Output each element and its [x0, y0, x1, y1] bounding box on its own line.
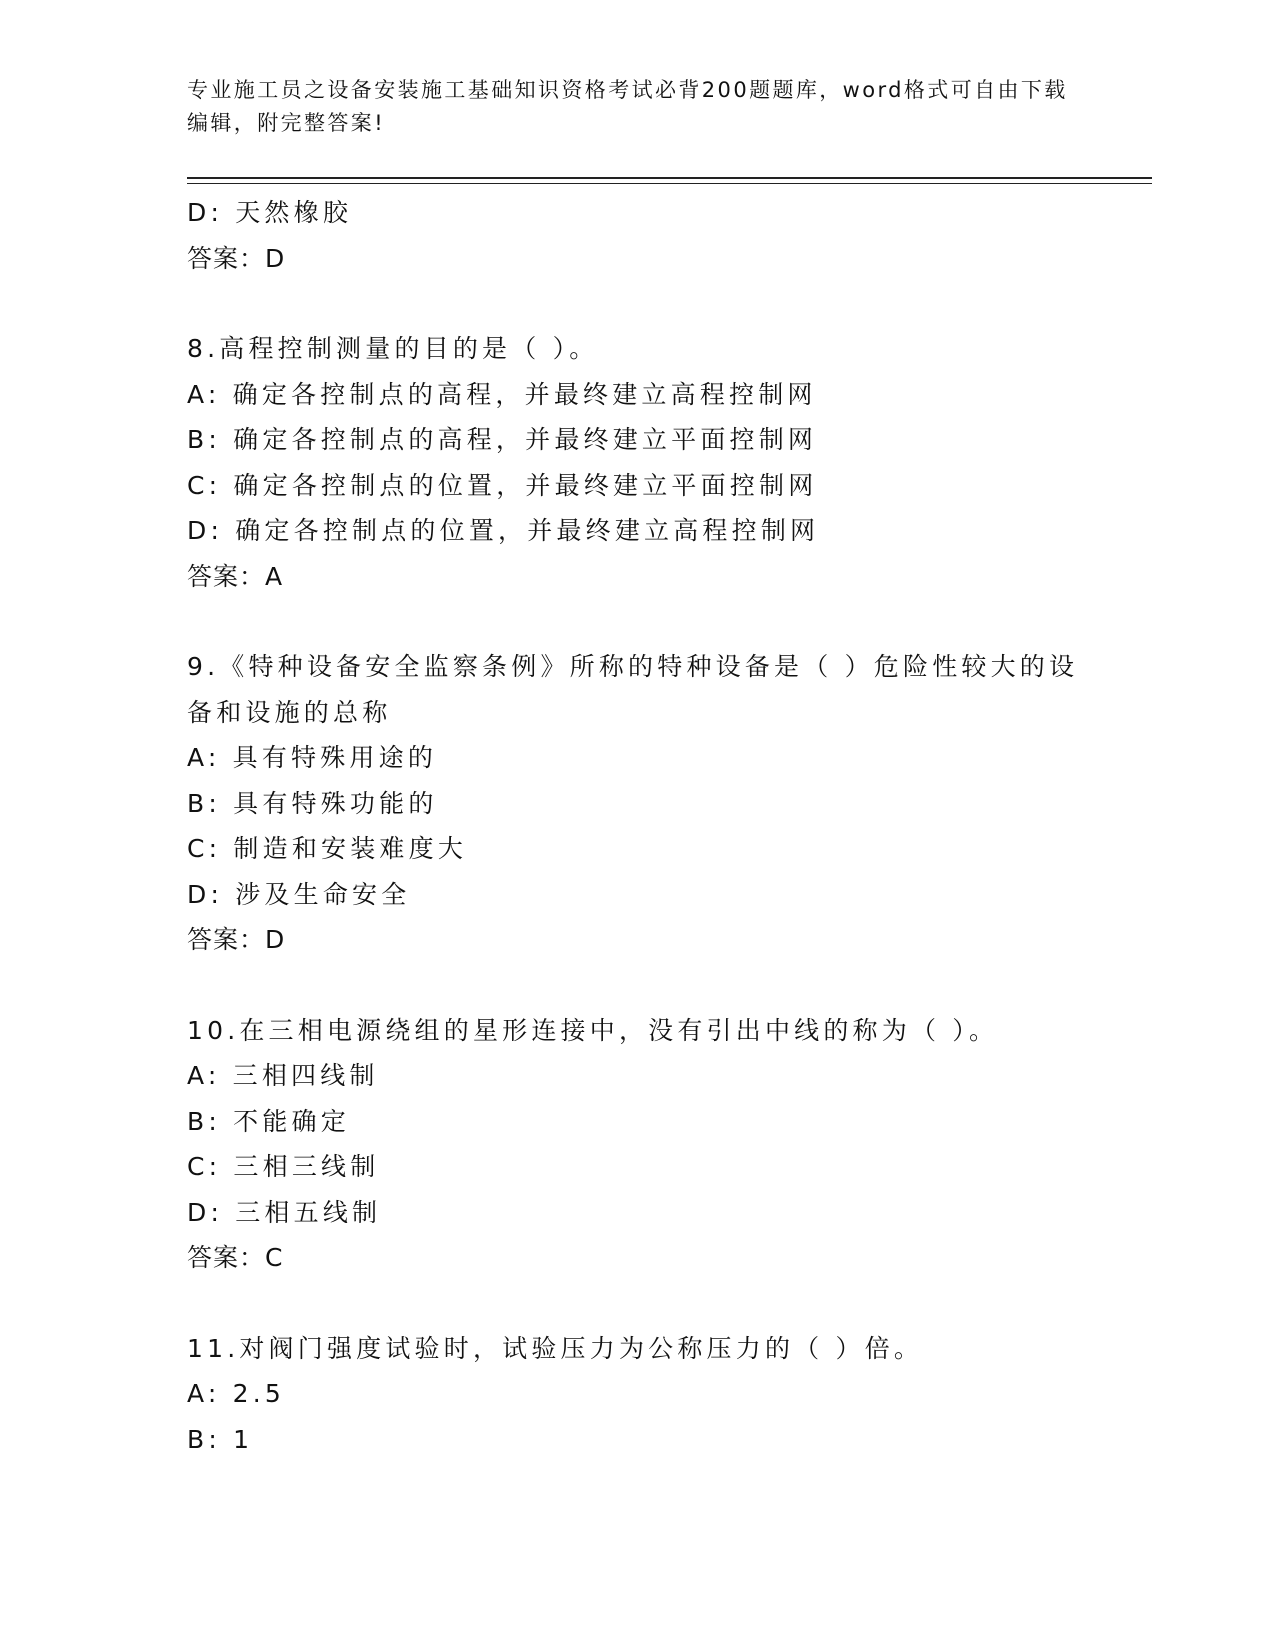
question-list [187, 190, 1087, 1462]
option-line: A: 具有特殊用途的 [187, 743, 438, 772]
question-stem: 10.在三相电源绕组的星形连接中，没有引出中线的称为（ ）。 [187, 1015, 999, 1045]
option-line: A: 三相四线制 [187, 1061, 379, 1090]
header-divider-thick [187, 177, 1152, 179]
option-line: B: 不能确定 [187, 1106, 350, 1136]
option-line: D: 确定各控制点的位置，并最终建立高程控制网 [187, 516, 820, 545]
question-stem: 8.高程控制测量的目的是（ ）。 [187, 334, 599, 363]
question-stem: 11.对阀门强度试验时，试验压力为公称压力的（ ）倍。 [187, 1333, 924, 1363]
option-line: D: 天然橡胶 [187, 198, 353, 227]
option-line: B: 确定各控制点的高程，并最终建立平面控制网 [187, 425, 818, 454]
spacer [187, 281, 1087, 326]
option-line: D: 三相五线制 [187, 1197, 382, 1227]
option-line: A: 2.5 [187, 1379, 285, 1408]
option-line: C: 确定各控制点的位置，并最终建立平面控制网 [187, 470, 818, 500]
spacer [187, 963, 1087, 1008]
answer-line: 答案：D [187, 925, 286, 954]
option-line: C: 制造和安装难度大 [187, 834, 468, 863]
spacer [187, 1281, 1087, 1326]
option-line: C: 三相三线制 [187, 1152, 380, 1181]
spacer [187, 599, 1087, 644]
page-header: 专业施工员之设备安装施工基础知识资格考试必背200题题库，word格式可自由下载编辑，附完整答案! [187, 78, 1068, 135]
question-stem: 9.《特种设备安全监察条例》所称的特种设备是（ ）危险性较大的设备和设施的总称 [187, 652, 1079, 727]
answer-line: 答案：D [187, 243, 286, 273]
option-line: B: 1 [187, 1424, 254, 1454]
option-line: A: 确定各控制点的高程，并最终建立高程控制网 [187, 379, 817, 409]
option-line: B: 具有特殊功能的 [187, 788, 438, 818]
header-divider-thin [187, 183, 1152, 184]
answer-line: 答案：C [187, 1243, 284, 1272]
option-line: D: 涉及生命安全 [187, 879, 411, 909]
answer-line: 答案：A [187, 561, 284, 591]
